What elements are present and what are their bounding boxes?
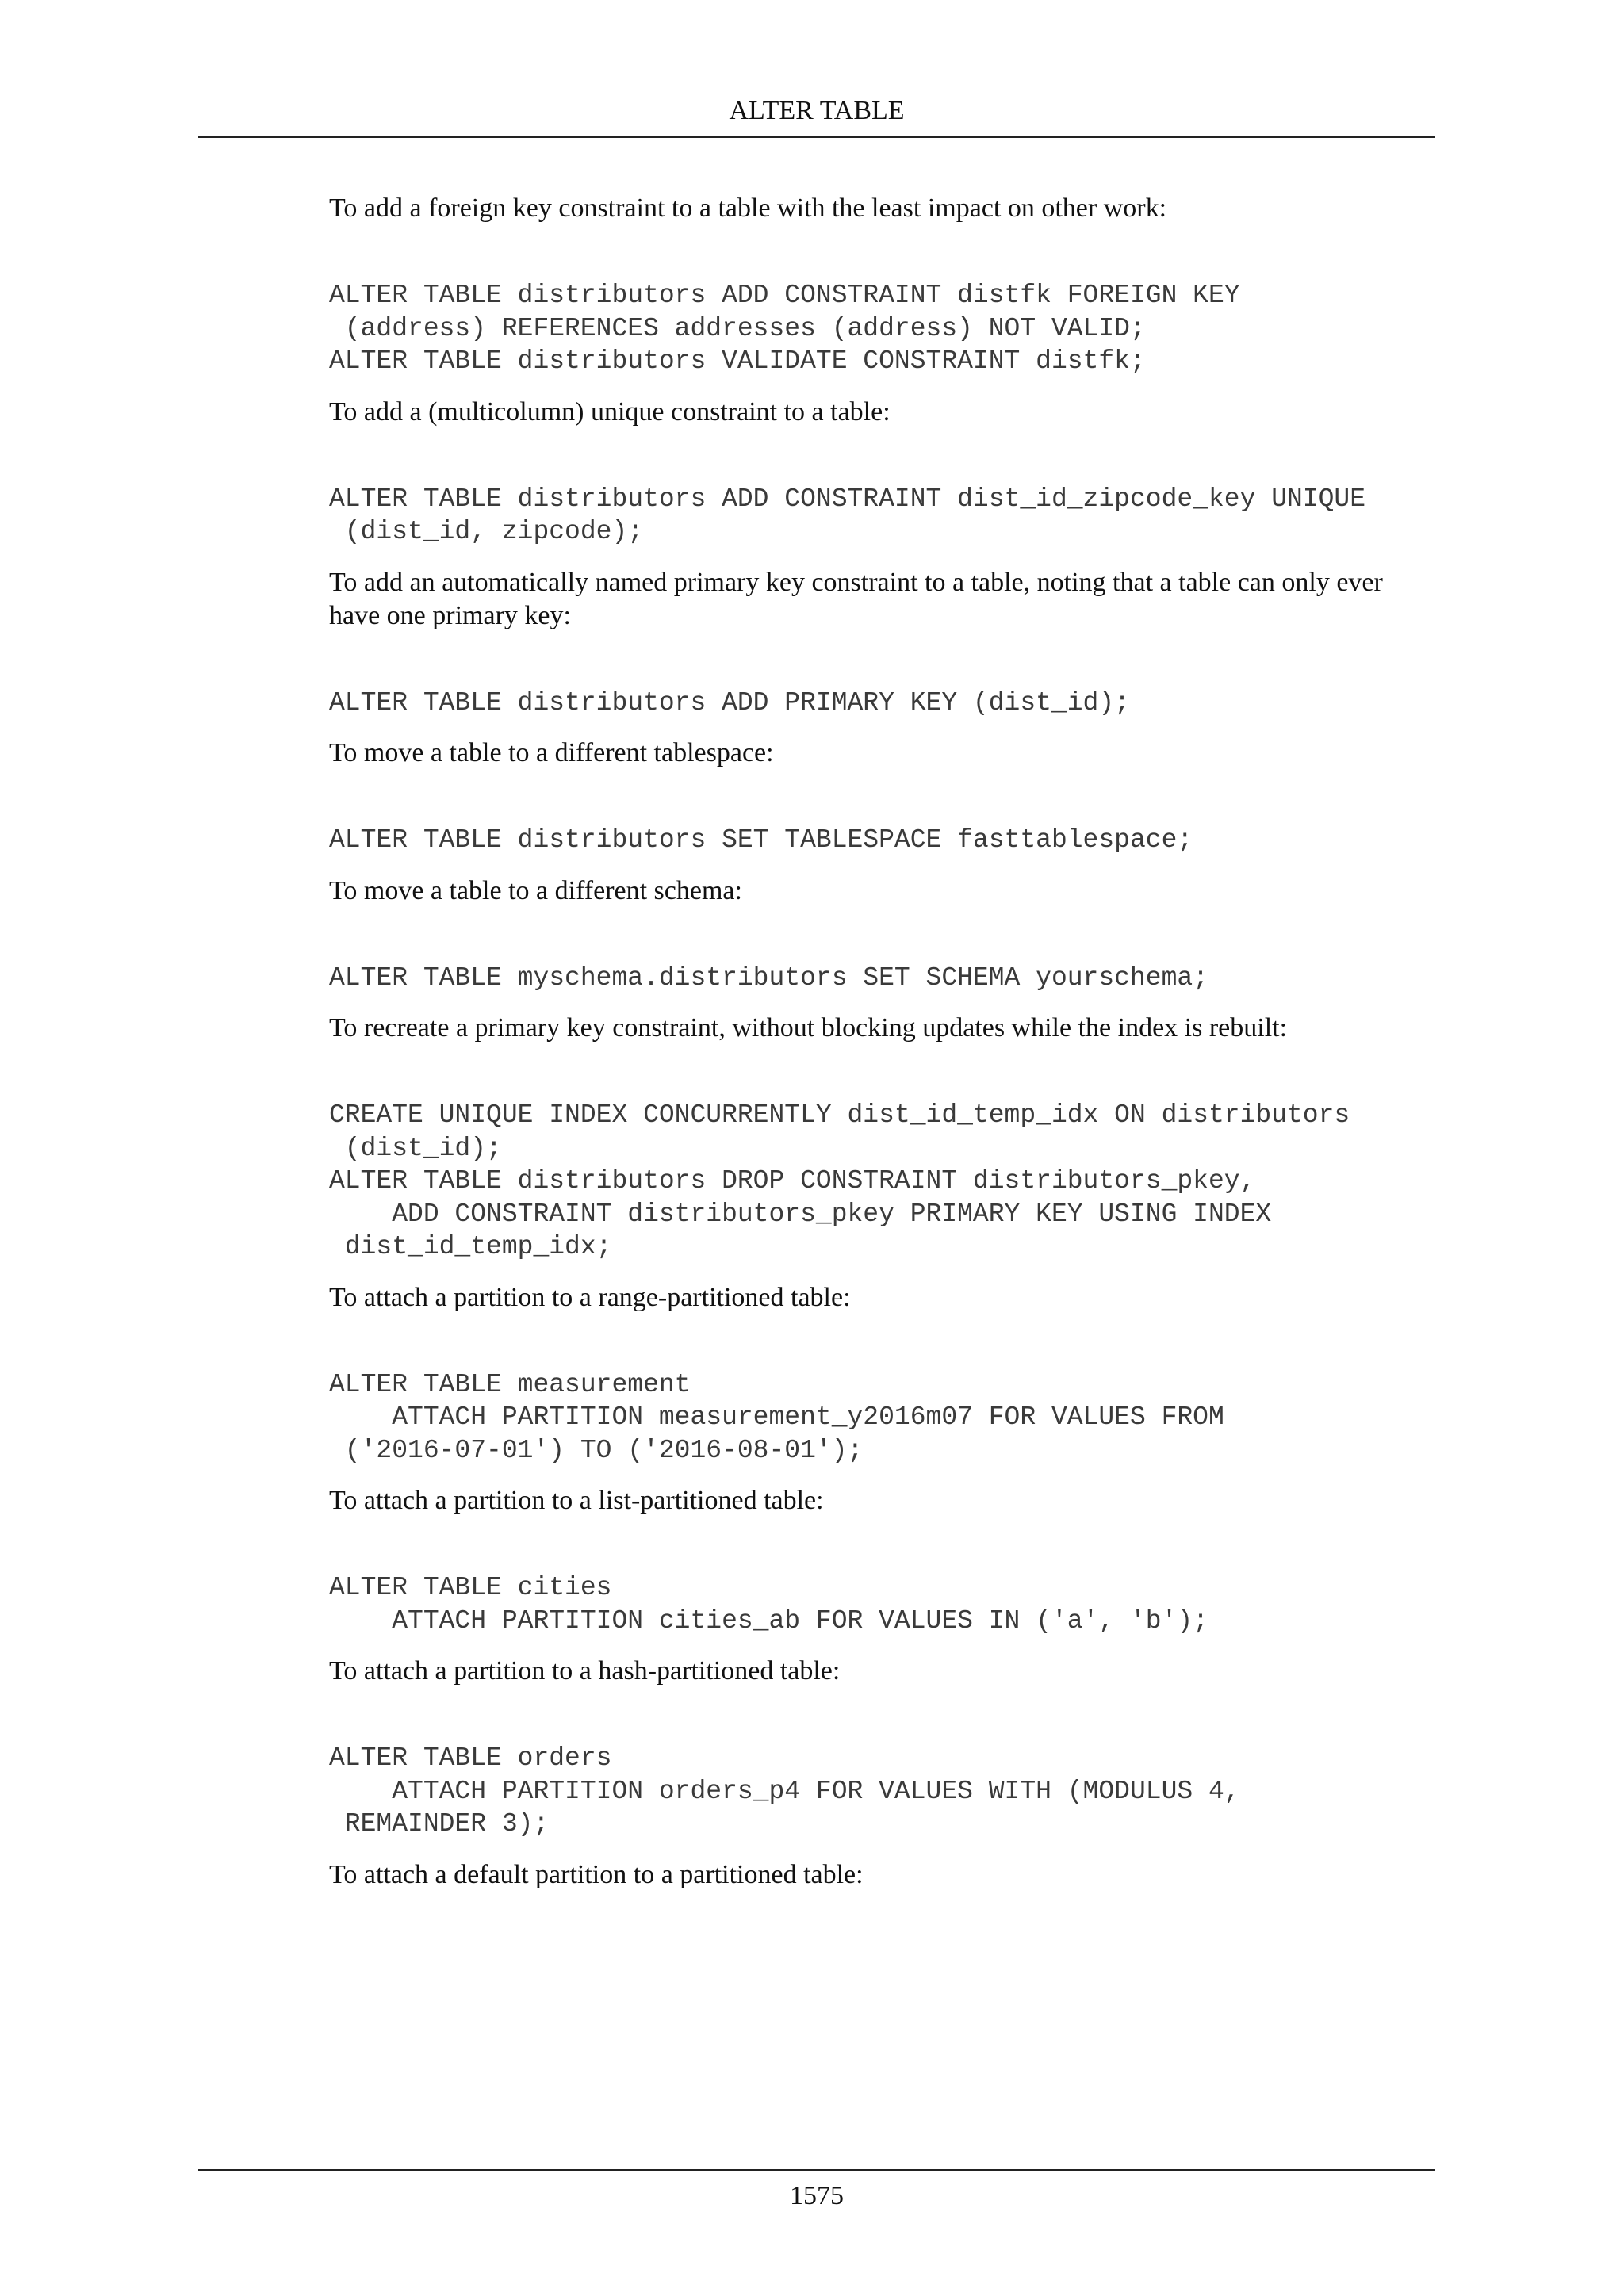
header-rule — [198, 136, 1435, 138]
paragraph-foreign-key: To add a foreign key constraint to a table with the least impact on other work: — [329, 193, 1167, 223]
running-header: ALTER TABLE — [729, 96, 905, 125]
code-block-foreign-key: ALTER TABLE distributors ADD CONSTRAINT distfk FOREIGN KEY (address) REFERENCES addresses (address) NOT VALID; ALTER TABLE distributors VALIDATE CONSTRAINT distfk; — [329, 281, 1240, 376]
code-block-primary-key: ALTER TABLE distributors ADD PRIMARY KEY (dist_id); — [329, 687, 1130, 718]
code-block-list-partition: ALTER TABLE cities ATTACH PARTITION cities_ab FOR VALUES IN ('a', 'b'); — [329, 1573, 1208, 1636]
page-number: 1575 — [790, 2181, 844, 2210]
paragraph-recreate-primary-key: To recreate a primary key constraint, without blocking updates while the index is rebuilt: — [329, 1013, 1288, 1043]
paragraph-list-partition: To attach a partition to a list-partitioned table: — [329, 1486, 824, 1515]
paragraph-tablespace: To move a table to a different tablespace: — [329, 738, 774, 767]
paragraph-default-partition: To attach a default partition to a partitioned table: — [329, 1859, 864, 1889]
paragraph-hash-partition: To attach a partition to a hash-partitioned table: — [329, 1656, 841, 1686]
code-block-unique-constraint: ALTER TABLE distributors ADD CONSTRAINT dist_id_zipcode_key UNIQUE (dist_id, zipcode); — [329, 484, 1366, 546]
code-block-recreate-primary-key: CREATE UNIQUE INDEX CONCURRENTLY dist_id_temp_idx ON distributors (dist_id); ALTER TABLE distributors DROP CONSTRAINT distributors_pkey, ADD CONSTRAINT distributors_pkey PRIMARY KEY USING INDEX dist_id_temp_idx; — [329, 1100, 1350, 1261]
code-block-schema: ALTER TABLE myschema.distributors SET SCHEMA yourschema; — [329, 962, 1208, 993]
page-body — [329, 192, 1435, 1892]
code-block-tablespace: ALTER TABLE distributors SET TABLESPACE fasttablespace; — [329, 825, 1193, 855]
paragraph-unique-constraint: To add a (multicolumn) unique constraint to a table: — [329, 396, 891, 427]
code-block-hash-partition: ALTER TABLE orders ATTACH PARTITION orders_p4 FOR VALUES WITH (MODULUS 4, REMAINDER 3); — [329, 1743, 1240, 1839]
paragraph-range-partition: To attach a partition to a range-partitioned table: — [329, 1282, 851, 1312]
paragraph-schema: To move a table to a different schema: — [329, 875, 742, 905]
footer-rule — [198, 2169, 1435, 2171]
paragraph-primary-key: To add an automatically named primary key constraint to a table, noting that a table can only ever have one primary key: — [329, 567, 1383, 630]
code-block-range-partition: ALTER TABLE measurement ATTACH PARTITION measurement_y2016m07 FOR VALUES FROM ('2016-07-01') TO ('2016-08-01'); — [329, 1369, 1224, 1465]
